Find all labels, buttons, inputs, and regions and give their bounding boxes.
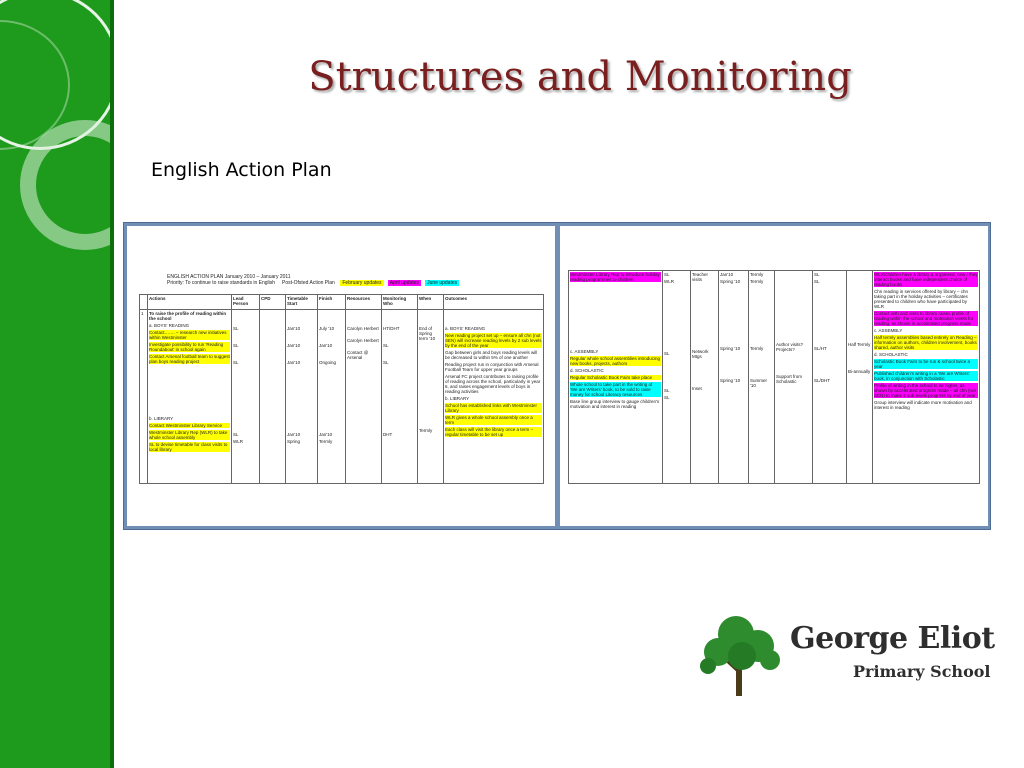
cell-value: SL <box>814 272 820 277</box>
cell-value: SL <box>383 360 389 366</box>
section-title: d. SCHOLASTIC <box>874 352 908 357</box>
cell-value: Termly <box>750 279 764 284</box>
cell-value: SL <box>814 279 820 284</box>
section-title: c. ASSEMBLY <box>570 349 599 354</box>
cell-value: Spring '10 <box>720 346 741 351</box>
objective: To raise the profile of reading within the school <box>149 311 227 322</box>
document-screenshot-frame <box>123 222 991 530</box>
outcome-item: Profile of writing in the school to be higher, as shown by accelerated progress made – all chn (not SEN) to make 2 sub levels progress by end of year <box>874 383 978 398</box>
cell-value: Carolyn Herbert <box>347 338 379 344</box>
action-item: Contact……. – research new initiatives within Westminster <box>149 330 230 340</box>
outcome-item: Reading project run in conjunction with Arsenal Football Team for upper year groups <box>445 362 539 373</box>
action-item: Contact Arsenal football team to suggest plan boys reading project <box>149 354 230 365</box>
key-february: February updates <box>342 280 382 286</box>
doc-post-ofsted: Post-Ofsted Action Plan <box>281 280 335 286</box>
cell-value: SL <box>383 343 389 349</box>
cell-value: WLR <box>664 279 674 284</box>
action-plan-table-right <box>568 270 980 484</box>
school-subtitle: Primary School <box>853 662 991 681</box>
cell-value: Bi-annually <box>848 369 871 374</box>
cell-value: Termly <box>750 346 764 351</box>
outcome-item: New reading project set up – ensure all chn (not SEN) will increase reading levels by 2 sub levels by the end of the year <box>445 333 542 349</box>
document-page-right <box>560 226 988 526</box>
outcome-item: Published children's writing in a 'We are Writers' book, in conjunction with Scholastic <box>874 371 978 381</box>
outcome-item: WLR gives a whole school assembly once a term <box>445 415 542 425</box>
section-title: d. SCHOLASTIC <box>570 368 604 373</box>
cell-value: SL <box>664 351 670 356</box>
table-header: CPD <box>260 295 286 310</box>
cell-value: Carolyn Herbert <box>347 326 379 332</box>
table-header: When <box>418 295 444 310</box>
cell-value: Spring '10 <box>720 279 741 284</box>
table-row <box>140 310 544 484</box>
document-heading <box>167 274 459 286</box>
cell-value: Summer '10 <box>750 378 768 388</box>
cell-value: Inset <box>692 386 702 391</box>
section-title: b. LIBRARY <box>445 396 470 402</box>
document-page-left <box>127 226 555 526</box>
table-header-row <box>140 295 544 310</box>
cell-value: Jan'10 <box>319 343 333 349</box>
doc-priority: Priority: To continue to raise standards in English <box>167 280 276 286</box>
cell-value: Author visits? Projects? <box>776 342 804 352</box>
slide-title: Structures and Monitoring <box>308 54 852 100</box>
cell-value: SL <box>233 432 239 438</box>
cell-value: Termly <box>419 428 433 434</box>
section-title: a. BOYS' READING <box>149 323 190 329</box>
cell-value: SL <box>664 395 670 400</box>
action-plan-table-left <box>139 294 544 484</box>
school-name: George Eliot <box>790 621 995 656</box>
table-header: Lead Person <box>232 295 260 310</box>
cell-value: Network Mtgs <box>692 349 709 359</box>
outcome-item: Chn reading in services offered by library – chn taking part in the holiday activities – certificates presented to children who have participated by WLR <box>874 289 968 309</box>
section-title: b. LIBRARY <box>149 416 174 422</box>
cell-value: SL/DHT <box>814 378 831 383</box>
section-title: a. BOYS' READING <box>445 326 486 332</box>
cell-value: Jan'10 <box>287 360 301 366</box>
cell-value: WLR <box>233 439 243 445</box>
outcome-item: Scholastic Book Fairs to be run & school twice a year <box>874 359 978 369</box>
cell-value: Contact @ Arsenal <box>347 350 369 361</box>
action-item: Whole school to take part in the writing of 'We are Writers' book, to be sold to raise money for school Literacy resources <box>570 382 661 397</box>
outcome-item: Half termly assemblies based entirely on Reading – information on authors, children involvement, books shared, author visits <box>874 335 977 350</box>
cell-value: Termly <box>319 439 333 445</box>
cell-value: Half Termly <box>848 342 871 347</box>
action-item: Westminster Library Rep (WLR) to take whole school assembly <box>149 430 230 440</box>
key-june: June updates <box>427 280 458 286</box>
cell-value: SL <box>233 343 239 349</box>
outcome-item: Each class will visit the library once a term – regular timetable to be set up <box>445 427 542 437</box>
outcome-item: Arsenal FC project contributes to raising profile of reading across the school, particularly in year 6, and raises engagement levels of boys in reading activities <box>445 374 541 395</box>
cell-value: Support from Scholastic <box>776 374 803 384</box>
action-item: Investigate possibility to run 'Reading Roundabout' in school again <box>149 342 230 352</box>
action-item: Base line group interview to gauge children's motivation and interest in reading <box>570 399 660 409</box>
cell-value: Spring '10 <box>720 378 741 383</box>
cell-value: Jan'10 <box>287 432 301 438</box>
action-item: Contact Westminster Library Service <box>149 423 230 428</box>
table-row <box>569 271 980 484</box>
cell-value: DHT <box>383 432 393 438</box>
section-title: c. ASSEMBLY <box>874 328 903 333</box>
cell-value: Ongoing <box>319 360 337 366</box>
outcome-item: Group interview will indicate more motivation and interest in reading <box>874 400 972 410</box>
cell-value: Jan'10 <box>287 326 301 332</box>
table-header: Resources <box>346 295 382 310</box>
table-header: Monitoring Who <box>382 295 418 310</box>
cell-value: HT/DHT <box>383 326 400 332</box>
cell-value: End of Spring term '10 <box>419 326 436 342</box>
cell-value: SL/HT <box>814 346 827 351</box>
action-item: Regular Scholastic Book Fairs take place <box>570 375 661 380</box>
outcome-item: Gap between girls and boys reading levels will be decreased to within 5% of one another <box>445 350 538 361</box>
outcome-item: School has established links with Westminster Library <box>445 403 542 413</box>
cell-value: July '10 <box>319 326 335 332</box>
cell-value: SL <box>233 360 239 366</box>
cell-value: Jan'10 <box>287 343 301 349</box>
action-item: Westminster Library Rep to introduce holiday reading programmes to children <box>570 272 660 282</box>
cell-value: Jan'10 <box>319 432 333 438</box>
action-item: Regular whole school assemblies introducing new books, projects, authors <box>570 356 661 366</box>
cell-value: Termly <box>750 272 764 277</box>
cell-value: Jan'10 <box>720 272 734 277</box>
table-header: Finish <box>318 295 346 310</box>
slide-subtitle: English Action Plan <box>151 159 332 181</box>
row-number: 1 <box>140 310 148 484</box>
tree-icon <box>700 616 780 696</box>
doc-title: ENGLISH ACTION PLAN January 2010 – January 2011 <box>167 274 291 280</box>
table-header: Actions <box>148 295 232 310</box>
outcome-item: WLR/children have a library & organised, new / they interact books and have independent choice of reading books <box>874 272 978 287</box>
key-april: April updates <box>389 280 419 286</box>
outcome-item: Contact with and visits to library raises profile of reading within the school and motivation levels for reading, as shown in accelerated progress made <box>874 311 978 326</box>
cell-value: Teacher visits <box>692 272 709 282</box>
table-header: Outcomes <box>444 295 544 310</box>
cell-value: SL <box>664 388 670 393</box>
cell-value: SL <box>233 326 239 332</box>
action-item: SL to devise timetable for class visits to local library <box>149 442 230 452</box>
table-header: Timetable Start <box>286 295 318 310</box>
cell-value: SL <box>664 272 670 277</box>
cell-value: Spring <box>287 439 301 445</box>
decorative-sidebar <box>0 0 114 768</box>
